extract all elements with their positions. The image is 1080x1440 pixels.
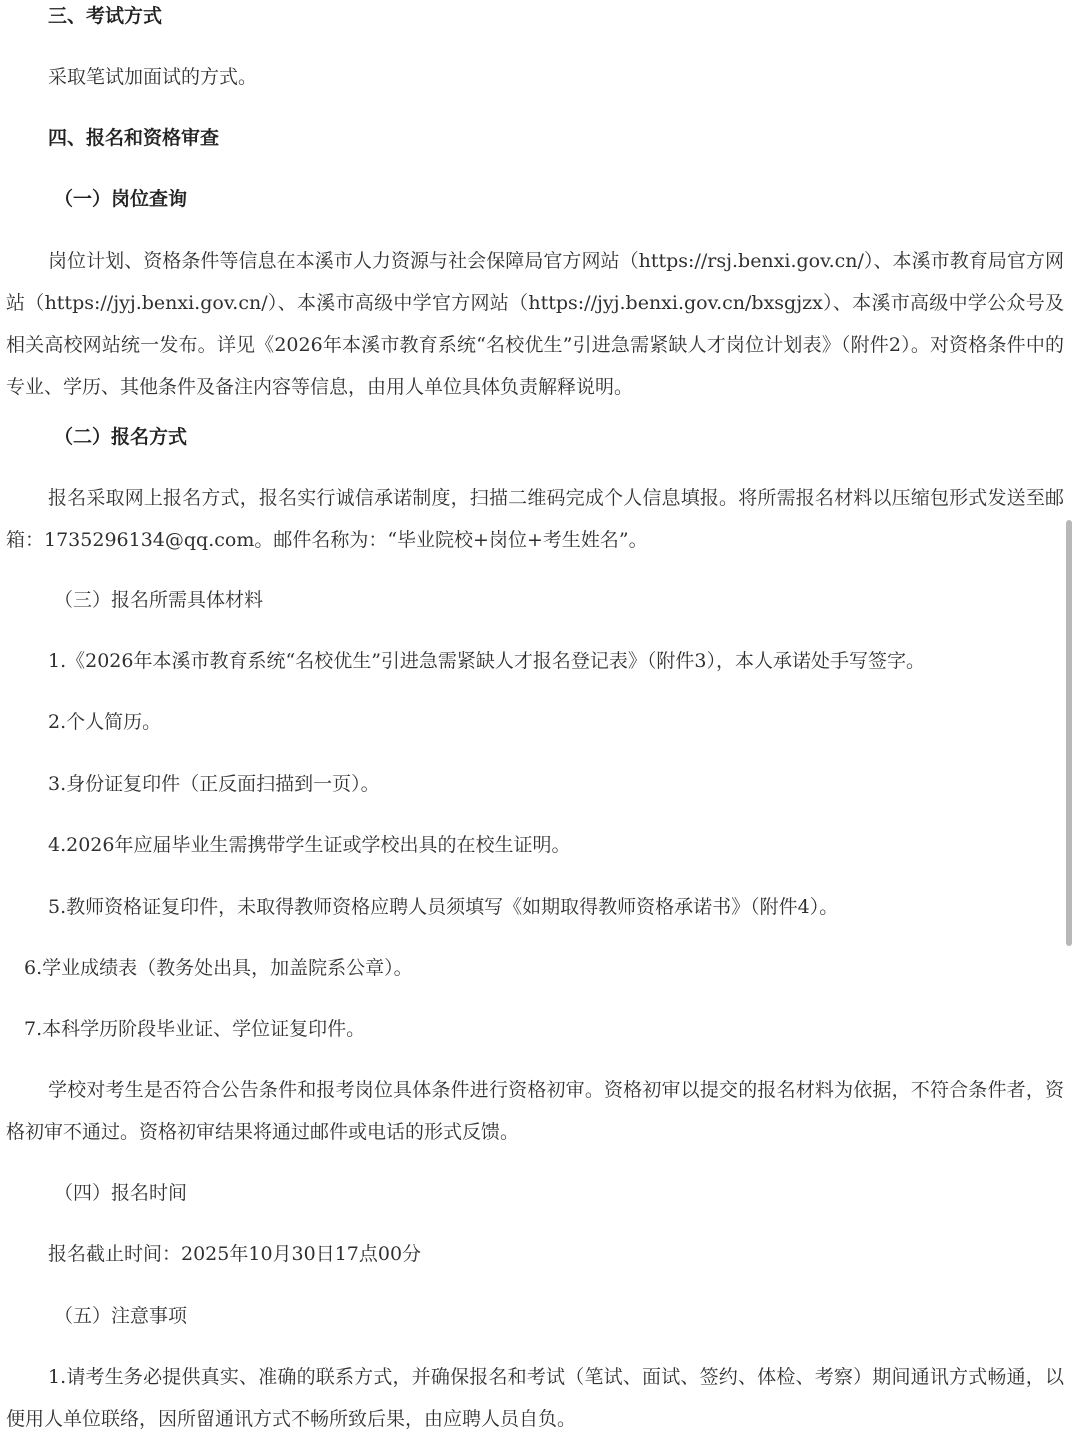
subsection-5-body: 1.请考生务必提供真实、准确的联系方式，并确保报名和考试（笔试、面试、签约、体检、考察）期间通讯方式畅通，以便用人单位联络，因所留通讯方式不畅所致后果，由应聘人员自负。 xyxy=(6,1366,1064,1430)
subsection-1-title: （一）岗位查询 xyxy=(54,188,188,210)
subsection-4-title: （四）报名时间 xyxy=(54,1182,188,1204)
subsection-2-title: （二）报名方式 xyxy=(54,426,188,448)
subsection-2-body: 报名采取网上报名方式，报名实行诚信承诺制度，扫描二维码完成个人信息填报。将所需报名材料以压缩包形式发送至邮箱：1735296134@qq.com。邮件名称为：“毕业院校+岗位+考生姓名”。 xyxy=(6,487,1064,551)
subsection-4-body: 报名截止时间：2025年10月30日17点00分 xyxy=(48,1243,422,1265)
material-item-6: 6.学业成绩表（教务处出具，加盖院系公章）。 xyxy=(24,957,413,979)
material-item-2: 2.个人简历。 xyxy=(48,711,162,733)
material-item-5: 5.教师资格证复印件，未取得教师资格应聘人员须填写《如期取得教师资格承诺书》（附件4）。 xyxy=(48,896,839,918)
material-item-3: 3.身份证复印件（正反面扫描到一页）。 xyxy=(48,773,380,795)
subsection-5-title: （五）注意事项 xyxy=(54,1305,188,1327)
section-3-body: 采取笔试加面试的方式。 xyxy=(48,66,258,88)
material-item-7: 7.本科学历阶段毕业证、学位证复印件。 xyxy=(24,1018,366,1040)
section-4-title: 四、报名和资格审查 xyxy=(48,127,220,149)
vertical-scrollbar[interactable] xyxy=(1066,520,1072,946)
subsection-1-body: 岗位计划、资格条件等信息在本溪市人力资源与社会保障局官方网站（https://rsj.benxi.gov.cn/）、本溪市教育局官方网站（https://jyj.benxi.gov.cn/）、本溪市高级中学官方网站（https://jyj.benxi.gov.cn/bxsgjzx）、本溪市高级中学公众号及相关高校网站统一发布。详见《2026年本溪市教育系统“名校优生”引进急需紧缺人才岗位计划表》（附件2）。对资格条件中的专业、学历、其他条件及备注内容等信息，由用人单位具体负责解释说明。 xyxy=(6,250,1064,398)
review-paragraph: 学校对考生是否符合公告条件和报考岗位具体条件进行资格初审。资格初审以提交的报名材料为依据，不符合条件者，资格初审不通过。资格初审结果将通过邮件或电话的形式反馈。 xyxy=(6,1079,1064,1143)
subsection-3-title: （三）报名所需具体材料 xyxy=(54,589,264,611)
section-3-title: 三、考试方式 xyxy=(48,5,163,27)
material-item-4: 4.2026年应届毕业生需携带学生证或学校出具的在校生证明。 xyxy=(48,834,571,856)
material-item-1: 1.《2026年本溪市教育系统“名校优生”引进急需紧缺人才报名登记表》（附件3），本人承诺处手写签字。 xyxy=(48,650,925,672)
